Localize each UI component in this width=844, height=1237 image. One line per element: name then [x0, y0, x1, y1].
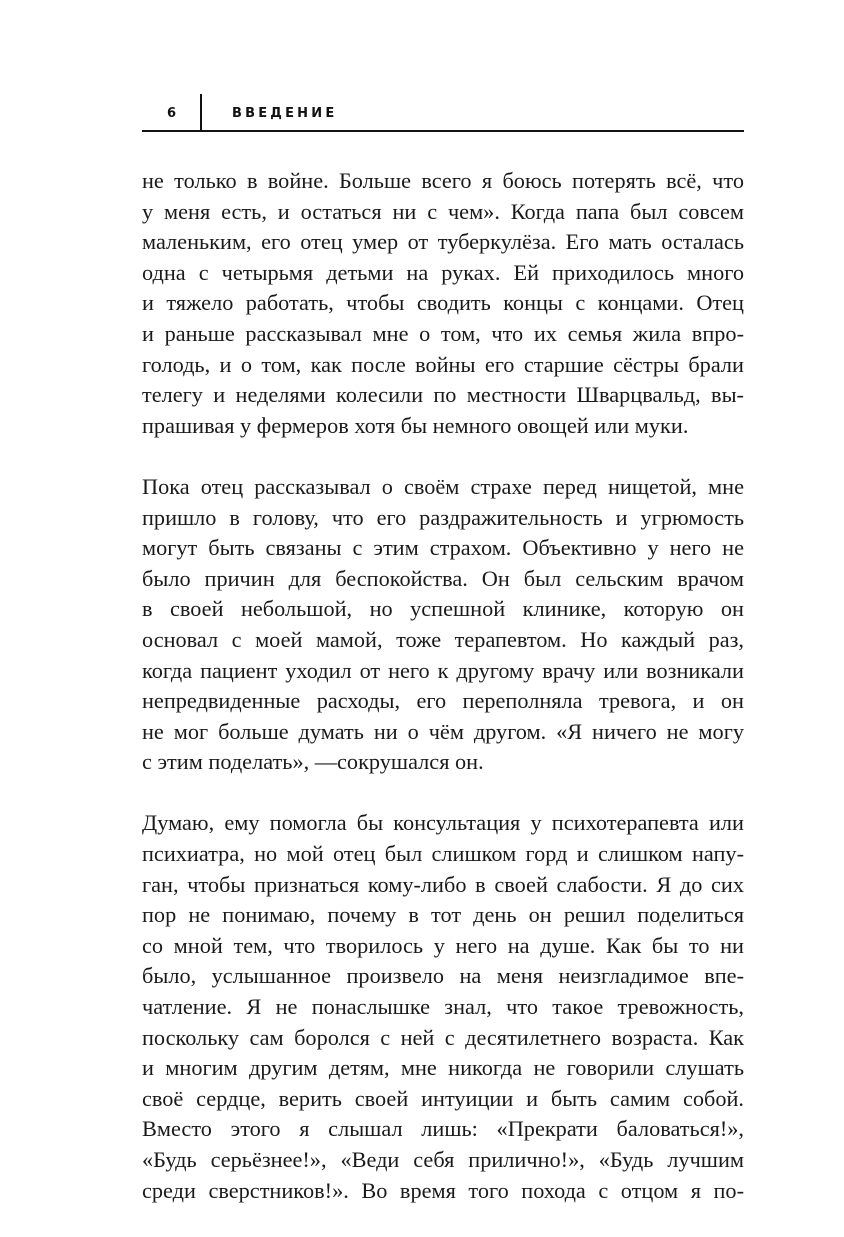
- text-line: не мог больше думать ни о чём другом. «Я ничего не могу: [142, 718, 744, 744]
- page-number: 6: [167, 106, 177, 121]
- text-line: со мной тем, что творилось у него на душе. Как бы то ни: [142, 932, 744, 958]
- text-line: с этим поделать», —сокрушался он.: [142, 749, 484, 775]
- text-line: и тяжело работать, чтобы сводить концы с концами. Отец: [142, 290, 744, 316]
- text-line: маленьким, его отец умер от туберкулёза. Его мать осталась: [142, 229, 744, 255]
- section-title: ВВЕДЕНИЕ: [232, 106, 338, 121]
- text-line: не только в войне. Больше всего я боюсь потерять всё, что: [142, 168, 744, 193]
- text-line: основал с моей мамой, тоже терапевтом. Но каждый раз,: [142, 626, 744, 652]
- text-line: поскольку сам боролся с ней с десятилетнего возраста. Как: [142, 1024, 744, 1050]
- paragraph-2: [142, 472, 744, 778]
- text-line: пор не понимаю, почему в тот день он решил поделиться: [142, 902, 744, 928]
- text-line: своё сердце, верить своей интуиции и быть самим собой.: [142, 1085, 744, 1111]
- text-line: ган, чтобы признаться кому-либо в своей слабости. Я до сих: [142, 871, 744, 897]
- text-line: Думаю, ему помогла бы консультация у психотерапевта или: [142, 810, 744, 836]
- paragraph-1: [142, 166, 744, 441]
- text-line: одна с четырьмя детьми на руках. Ей приходилось много: [142, 259, 744, 285]
- header-rule: [142, 130, 744, 132]
- text-line: непредвиденные расходы, его переполняла тревога, и он: [142, 688, 744, 714]
- body-text: [142, 166, 744, 1237]
- header-vertical-divider: [200, 94, 202, 132]
- text-line: и многим другим детям, мне никогда не говорили слушать: [142, 1055, 744, 1081]
- text-line: у меня есть, и остаться ни с чем». Когда папа был совсем: [142, 198, 744, 224]
- text-line: среди сверстников!». Во время того похода с отцом я по-: [142, 1177, 744, 1203]
- text-line: телегу и неделями колесили по местности Шварцвальд, вы-: [142, 382, 744, 408]
- text-line: было причин для беспокойства. Он был сельским врачом: [142, 565, 744, 591]
- text-line: чатление. Я не понаслышке знал, что такое тревожность,: [142, 994, 744, 1020]
- text-line: голодь, и о том, как после войны его старшие сёстры брали: [142, 351, 744, 377]
- text-line: в своей небольшой, но успешной клинике, которую он: [142, 596, 744, 622]
- text-line: Пока отец рассказывал о своём страхе перед нищетой, мне: [142, 473, 744, 499]
- text-line: было, услышанное произвело на меня неизгладимое впе-: [142, 963, 744, 989]
- running-head: [142, 92, 744, 130]
- paragraph-3: [142, 808, 744, 1206]
- text-line: и раньше рассказывал мне о том, что их семья жила впро-: [142, 320, 744, 346]
- text-line: Вместо этого я слышал лишь: «Прекрати баловаться!»,: [142, 1116, 744, 1142]
- text-line: психиатра, но мой отец был слишком горд и слишком напу-: [142, 841, 744, 867]
- text-line: когда пациент уходил от него к другому врачу или возникали: [142, 657, 744, 683]
- text-line: «Будь серьёзнее!», «Веди себя прилично!», «Будь лучшим: [142, 1147, 744, 1172]
- text-line: могут быть связаны с этим страхом. Объективно у него не: [142, 535, 744, 561]
- text-line: пришло в голову, что его раздражительность и угрюмость: [142, 504, 744, 530]
- text-line: прашивая у фермеров хотя бы немного овощей или муки.: [142, 412, 689, 438]
